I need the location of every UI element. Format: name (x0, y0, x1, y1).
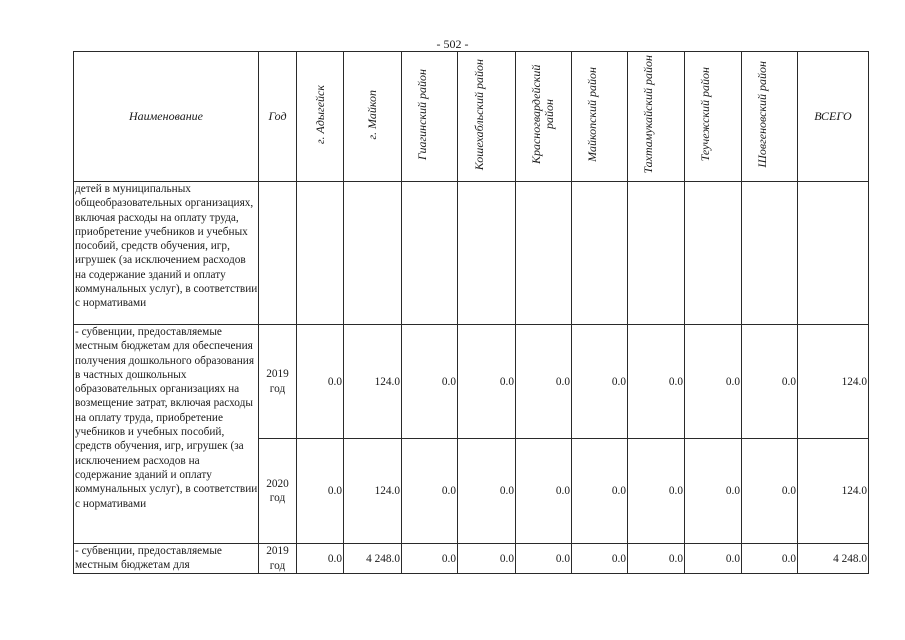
table-row (74, 182, 869, 325)
value-cell: 0.0 (685, 544, 742, 574)
value-cell: 0.0 (458, 544, 516, 574)
value-cell: 0.0 (742, 544, 798, 574)
header-maykopsky: Майкопский район (572, 52, 628, 182)
value-cell: 0.0 (572, 325, 628, 439)
table-row (74, 544, 869, 574)
total-cell: 4 248.0 (798, 544, 869, 574)
value-cell: 0.0 (742, 325, 798, 439)
value-cell: 0.0 (458, 439, 516, 544)
year-cell: 2020 год (259, 439, 297, 544)
value-cell: 124.0 (344, 325, 402, 439)
header-adygeysk: г. Адыгейск (297, 52, 344, 182)
value-cell: 0.0 (402, 544, 458, 574)
value-cell: 0.0 (628, 325, 685, 439)
value-cell: 0.0 (572, 544, 628, 574)
header-krasnogvardeysky: Красногвардейский район (516, 52, 572, 182)
value-cell: 0.0 (516, 325, 572, 439)
value-cell: 0.0 (572, 439, 628, 544)
header-teuchezhsky: Теучежский район (685, 52, 742, 182)
budget-table (73, 51, 869, 574)
header-shovgenovsky: Шовгеновский район (742, 52, 798, 182)
header-total: ВСЕГО (798, 52, 869, 182)
value-cell: 0.0 (402, 439, 458, 544)
row-name: - субвенции, предоставляемые местным бюджетам для (74, 544, 259, 574)
total-cell: 124.0 (798, 439, 869, 544)
value-cell: 124.0 (344, 439, 402, 544)
value-cell: 0.0 (628, 439, 685, 544)
table-row (74, 325, 869, 439)
value-cell: 0.0 (516, 544, 572, 574)
value-cell: 0.0 (742, 439, 798, 544)
value-cell: 0.0 (297, 325, 344, 439)
year-cell: 2019 год (259, 325, 297, 439)
value-cell: 0.0 (628, 544, 685, 574)
header-takhtamukaysky: Тахтамукайский район (628, 52, 685, 182)
total-cell: 124.0 (798, 325, 869, 439)
value-cell: 0.0 (458, 325, 516, 439)
value-cell: 4 248.0 (344, 544, 402, 574)
header-year: Год (259, 52, 297, 182)
value-cell: 0.0 (297, 544, 344, 574)
header-giaginsky: Гиагинский район (402, 52, 458, 182)
page-number: - 502 - (436, 37, 469, 51)
value-cell: 0.0 (685, 439, 742, 544)
header-row (74, 52, 869, 182)
header-name: Наименование (74, 52, 259, 182)
header-koshekhablsky: Кошехабльский район (458, 52, 516, 182)
value-cell: 0.0 (516, 439, 572, 544)
year-cell: 2019 год (259, 544, 297, 574)
row-name: - субвенции, предоставляемые местным бюджетам для обеспечения получения дошкольного образования в частных дошкольных образовательных организациях на возмещение затрат, включая расходы на оплату труда, приобретение учебников и учебных пособий, средств обучения, игр, игрушек (за исключением расходов на содержание зданий и оплату коммунальных услуг), в соответствии с нормативами (74, 325, 259, 544)
row-name: детей в муниципальных общеобразовательных организациях, включая расходы на оплату труда, приобретение учебников и учебных пособий, средств обучения, игр, игрушек (за исключением расходов на содержание зданий и оплату коммунальных услуг), в соответствии с нормативами (74, 182, 259, 325)
value-cell: 0.0 (402, 325, 458, 439)
header-maykop-city: г. Майкоп (344, 52, 402, 182)
value-cell: 0.0 (297, 439, 344, 544)
value-cell: 0.0 (685, 325, 742, 439)
